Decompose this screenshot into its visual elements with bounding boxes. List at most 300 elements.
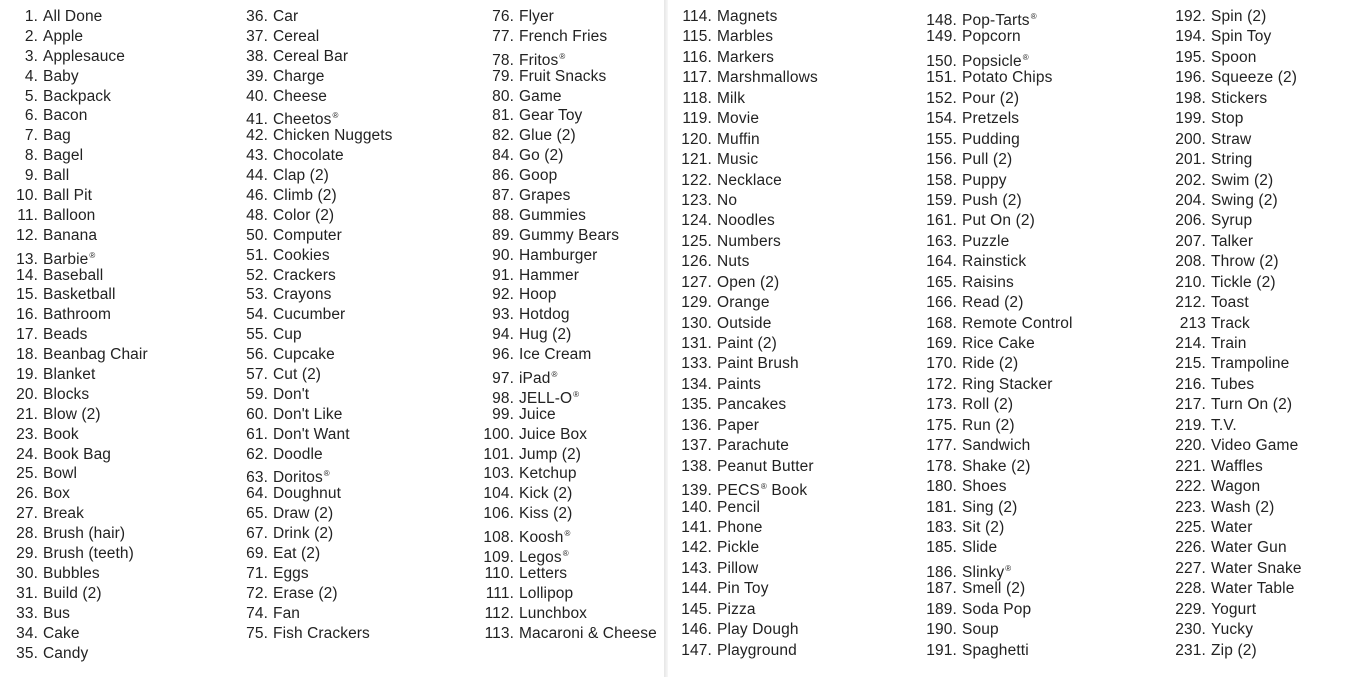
item-word: Waffles (1211, 457, 1263, 475)
item-number: 121. (681, 151, 712, 169)
item-word: Fan (273, 604, 301, 622)
word-item (478, 67, 657, 87)
item-number: 61. (246, 425, 268, 443)
item-number: 75. (246, 624, 268, 642)
item-word: Throw (2) (1211, 253, 1279, 271)
item-word: Sandwich (962, 437, 1031, 455)
item-word: T.V. (1211, 416, 1237, 434)
item-word: All Done (43, 8, 103, 25)
item-number: 181. (926, 498, 957, 516)
item-word: Sit (2) (962, 518, 1005, 536)
item-number: 87. (492, 187, 514, 205)
item-word: Peanut Butter (717, 457, 814, 475)
item-word: Train (1211, 335, 1247, 352)
item-word: Put On (2) (962, 212, 1035, 230)
word-item (1132, 48, 1302, 68)
item-number: 60. (246, 405, 268, 423)
word-item (238, 385, 393, 405)
registered-mark: ® (89, 250, 96, 260)
word-item (478, 106, 657, 126)
word-item (668, 395, 818, 415)
item-number: 208. (1175, 253, 1206, 271)
word-item (883, 130, 1073, 150)
word-item (478, 544, 657, 567)
registered-mark: ® (551, 370, 558, 380)
item-number: 116. (682, 48, 712, 66)
item-word: Swing (2) (1211, 191, 1278, 209)
word-item (238, 504, 393, 524)
item-number: 223. (1175, 498, 1206, 516)
item-number: 81. (492, 107, 514, 125)
item-number: 168. (926, 314, 957, 332)
word-item (883, 191, 1073, 211)
word-item (478, 146, 657, 166)
word-item (883, 620, 1073, 640)
item-word: Hug (2) (519, 326, 572, 344)
item-word: Slide (962, 539, 998, 557)
item-word: Turn On (2) (1211, 396, 1293, 414)
item-word: Puzzle (962, 232, 1010, 250)
item-number: 2. (24, 27, 38, 45)
word-item (8, 405, 148, 425)
item-number: 11. (17, 206, 38, 224)
item-number: 129. (681, 294, 712, 312)
item-number: 186. (926, 563, 957, 581)
item-word: Rainstick (962, 253, 1027, 271)
item-word: Bowl (43, 465, 77, 483)
word-item (668, 498, 818, 518)
item-word: Juice (519, 405, 556, 423)
item-number: 63. (246, 469, 268, 487)
item-word: Magnets (717, 8, 778, 25)
item-word: Stickers (1211, 89, 1268, 107)
item-number: 112. (484, 604, 514, 622)
item-word: Cup (273, 326, 302, 344)
word-item (478, 484, 657, 504)
item-word: Bacon (43, 107, 88, 125)
word-item (478, 425, 657, 445)
item-number: 114. (682, 8, 712, 25)
item-word: French Fries (519, 27, 608, 45)
item-word: Pretzels (962, 110, 1020, 128)
item-number: 67. (246, 525, 268, 543)
item-number: 143. (681, 559, 712, 577)
word-item (883, 538, 1073, 558)
word-item (238, 285, 393, 305)
word-item (8, 67, 148, 87)
word-item (478, 345, 657, 365)
word-item (238, 624, 393, 644)
word-item (478, 564, 657, 584)
item-word: Crayons (273, 286, 332, 304)
item-number: 214. (1175, 335, 1206, 352)
word-item (883, 27, 1073, 47)
item-word: Climb (2) (273, 187, 337, 205)
item-number: 21. (16, 405, 38, 423)
item-word: Fruit Snacks (519, 67, 607, 85)
item-word: Pop-Tarts® (962, 12, 1037, 29)
item-number: 4. (24, 67, 38, 85)
word-item (1132, 273, 1302, 293)
item-word: Ride (2) (962, 355, 1019, 373)
item-number: 146. (681, 621, 712, 639)
word-item (8, 544, 148, 564)
item-word: Water Snake (1211, 559, 1302, 577)
item-word: Noodles (717, 212, 775, 230)
registered-mark: ® (760, 482, 767, 492)
word-item (883, 559, 1073, 579)
item-number: 98. (492, 389, 514, 407)
word-item (478, 385, 657, 405)
item-word: Doritos® (273, 469, 330, 487)
word-item (478, 47, 657, 67)
item-number: 154. (926, 110, 957, 128)
item-word: Brush (teeth) (43, 545, 134, 563)
item-number: 201. (1175, 151, 1206, 169)
item-number: 156. (926, 151, 957, 169)
item-word: Clap (2) (273, 167, 329, 185)
word-item (238, 246, 393, 266)
item-number: 44. (246, 167, 268, 185)
word-item (668, 600, 818, 620)
word-item (883, 314, 1073, 334)
word-item (883, 252, 1073, 272)
item-word: Beads (43, 326, 88, 344)
item-word: Don't Want (273, 425, 350, 443)
item-number: 50. (246, 226, 268, 244)
item-word: Glue (2) (519, 127, 576, 145)
item-word: Tubes (1211, 375, 1255, 393)
word-item (8, 445, 148, 465)
word-item (668, 171, 818, 191)
word-item (478, 246, 657, 266)
item-number: 198. (1175, 89, 1206, 107)
word-item (1132, 252, 1302, 272)
item-number: 104. (483, 485, 514, 503)
item-word: Hamburger (519, 246, 598, 264)
item-word: Popcorn (962, 28, 1021, 46)
item-number: 151. (926, 69, 957, 87)
item-word: Raisins (962, 273, 1014, 291)
word-item (8, 186, 148, 206)
item-word: Push (2) (962, 191, 1022, 209)
word-item (8, 644, 148, 664)
item-word: Read (2) (962, 294, 1024, 312)
item-word: Bag (43, 127, 71, 145)
word-item (478, 464, 657, 484)
item-word: Blocks (43, 385, 90, 403)
item-word: Box (43, 485, 71, 503)
word-item (238, 484, 393, 504)
word-item (478, 305, 657, 325)
word-item (478, 206, 657, 226)
registered-mark: ® (559, 51, 566, 61)
word-item (1132, 191, 1302, 211)
item-number: 56. (246, 346, 268, 364)
word-item (238, 186, 393, 206)
item-word: Phone (717, 518, 763, 536)
item-number: 42. (246, 127, 268, 145)
word-item (668, 457, 818, 477)
item-number: 35. (16, 644, 38, 662)
word-item (883, 171, 1073, 191)
item-number: 59. (246, 385, 268, 403)
item-word: Zip (2) (1211, 641, 1257, 659)
item-word: Spoon (1211, 48, 1257, 66)
word-item (883, 579, 1073, 599)
item-word: Beanbag Chair (43, 346, 148, 364)
word-item (478, 504, 657, 524)
item-number: 29. (16, 545, 38, 563)
item-number: 96. (492, 346, 514, 364)
item-word: Marbles (717, 28, 774, 46)
item-word: Yogurt (1211, 600, 1257, 618)
word-item (668, 538, 818, 558)
item-number: 113. (484, 624, 514, 642)
item-word: Backpack (43, 87, 111, 105)
word-item (478, 445, 657, 465)
item-number: 39. (246, 67, 268, 85)
item-word: Draw (2) (273, 505, 334, 523)
item-number: 196. (1175, 69, 1206, 87)
word-item (238, 365, 393, 385)
item-number: 78. (492, 51, 514, 69)
word-item (8, 564, 148, 584)
item-word: Open (2) (717, 273, 780, 291)
word-item (238, 524, 393, 544)
item-word: Popsicle® (962, 52, 1029, 70)
item-word: Pillow (717, 559, 759, 577)
word-item (238, 325, 393, 345)
word-item (238, 106, 393, 129)
word-item (1132, 150, 1302, 170)
item-number: 15. (16, 286, 38, 304)
word-item (478, 524, 657, 547)
item-number: 219. (1175, 416, 1206, 434)
word-item (8, 325, 148, 345)
word-item (668, 620, 818, 640)
item-number: 111. (485, 584, 514, 602)
item-number: 72. (246, 584, 268, 602)
item-word: Pizza (717, 600, 756, 618)
word-item (883, 68, 1073, 88)
item-word: Ice Cream (519, 346, 592, 364)
item-word: Applesauce (43, 47, 126, 65)
word-item (1132, 171, 1302, 191)
item-word: Basketball (43, 286, 116, 304)
registered-mark: ® (1005, 563, 1012, 573)
item-number: 69. (246, 545, 268, 563)
word-item (8, 126, 148, 146)
word-item (8, 266, 148, 286)
item-word: Water Table (1211, 580, 1295, 598)
item-word: Barbie® (43, 250, 96, 268)
item-number: 79. (492, 67, 514, 85)
word-item (883, 89, 1073, 109)
item-number: 217. (1175, 396, 1206, 414)
word-item (8, 87, 148, 107)
item-number: 231. (1175, 641, 1206, 659)
item-number: 88. (492, 206, 514, 224)
item-word: Build (2) (43, 584, 102, 602)
item-number: 194. (1175, 28, 1206, 46)
word-item (478, 325, 657, 345)
word-item (1132, 538, 1302, 558)
item-word: Ring Stacker (962, 375, 1053, 393)
word-item (8, 464, 148, 484)
item-word: Goop (519, 167, 558, 185)
word-item (8, 7, 148, 27)
word-item (478, 584, 657, 604)
item-number: 14. (16, 266, 38, 284)
item-word: Brush (hair) (43, 525, 126, 543)
item-word: Yucky (1211, 621, 1254, 639)
item-word: Slinky® (962, 563, 1012, 581)
item-word: Shoes (962, 478, 1007, 496)
item-number: 195. (1175, 48, 1206, 66)
item-word: Play Dough (717, 621, 799, 639)
item-number: 13. (16, 250, 38, 268)
item-word: Cucumber (273, 306, 346, 324)
item-word: Lunchbox (519, 604, 588, 622)
item-number: 74. (246, 604, 268, 622)
item-number: 189. (926, 600, 957, 618)
item-word: Stop (1211, 110, 1244, 128)
item-number: 97. (492, 370, 514, 388)
item-word: Juice Box (519, 425, 588, 443)
item-number: 213 (1179, 314, 1206, 332)
item-number: 147. (681, 641, 712, 659)
word-item (668, 334, 818, 354)
item-number: 19. (16, 366, 38, 384)
item-word: Bus (43, 604, 71, 622)
word-item (883, 436, 1073, 456)
word-item (883, 48, 1073, 68)
item-number: 91. (492, 266, 514, 284)
word-item (883, 641, 1073, 661)
item-word: Gummies (519, 206, 587, 224)
word-item (668, 252, 818, 272)
item-number: 84. (492, 147, 514, 165)
item-word: Trampoline (1211, 355, 1290, 373)
item-number: 210. (1175, 273, 1206, 291)
item-number: 152. (926, 89, 957, 107)
item-word: Bathroom (43, 306, 111, 324)
word-item (1132, 641, 1302, 661)
word-item (478, 226, 657, 246)
item-word: Cookies (273, 246, 330, 264)
word-item (238, 47, 393, 67)
item-word: Marshmallows (717, 69, 818, 87)
item-number: 25. (16, 465, 38, 483)
item-word: Bubbles (43, 564, 100, 582)
word-item (668, 130, 818, 150)
item-number: 158. (926, 171, 957, 189)
item-word: Numbers (717, 232, 781, 250)
item-number: 28. (16, 525, 38, 543)
item-number: 134. (681, 375, 712, 393)
item-word: Toast (1211, 294, 1249, 312)
item-word: Tickle (2) (1211, 273, 1276, 291)
word-item (1132, 620, 1302, 640)
word-item (668, 293, 818, 313)
word-item (668, 375, 818, 395)
word-item (883, 477, 1073, 497)
item-number: 124. (681, 212, 712, 230)
word-item (1132, 579, 1302, 599)
word-column-6 (1132, 7, 1302, 661)
word-item (1132, 211, 1302, 231)
word-item (8, 365, 148, 385)
item-word: Koosh® (519, 529, 571, 547)
item-number: 170. (926, 355, 957, 373)
item-word: Go (2) (519, 147, 564, 165)
item-number: 180. (926, 478, 957, 496)
item-number: 80. (492, 87, 514, 105)
item-number: 38. (246, 47, 268, 65)
item-number: 57. (246, 366, 268, 384)
word-item (668, 273, 818, 293)
item-word: Sing (2) (962, 498, 1018, 516)
item-number: 206. (1175, 212, 1206, 230)
word-item (668, 354, 818, 374)
item-word: No (717, 191, 738, 209)
word-item (8, 604, 148, 624)
item-word: Book Bag (43, 445, 112, 463)
word-item (883, 375, 1073, 395)
item-word: Talker (1211, 232, 1254, 250)
item-number: 23. (16, 425, 38, 443)
word-item (478, 87, 657, 107)
item-word: Eggs (273, 564, 309, 582)
item-number: 12. (16, 226, 38, 244)
word-item (883, 498, 1073, 518)
item-number: 55. (246, 326, 268, 344)
item-word: Blanket (43, 366, 96, 384)
word-item (8, 624, 148, 644)
item-number: 33. (16, 604, 38, 622)
item-word: Soup (962, 621, 999, 639)
word-item (668, 232, 818, 252)
word-item (478, 126, 657, 146)
item-number: 62. (246, 445, 268, 463)
word-item (8, 206, 148, 226)
word-item (8, 345, 148, 365)
item-word: Balloon (43, 206, 96, 224)
item-number: 41. (246, 111, 268, 129)
word-item (1132, 293, 1302, 313)
item-number: 10. (16, 187, 38, 205)
item-number: 175. (926, 416, 957, 434)
item-word: Nuts (717, 253, 750, 271)
item-word: Erase (2) (273, 584, 338, 602)
item-word: Fritos® (519, 51, 566, 69)
item-word: Break (43, 505, 84, 523)
item-number: 131. (681, 335, 712, 352)
word-item (668, 109, 818, 129)
item-word: String (1211, 151, 1253, 169)
registered-mark: ® (562, 549, 569, 559)
word-item (8, 584, 148, 604)
word-item (668, 436, 818, 456)
word-item (238, 67, 393, 87)
item-number: 229. (1175, 600, 1206, 618)
item-number: 89. (492, 226, 514, 244)
word-item (478, 624, 657, 644)
item-word: Kiss (2) (519, 505, 573, 523)
item-number: 142. (681, 539, 712, 557)
word-column-5 (883, 7, 1073, 661)
